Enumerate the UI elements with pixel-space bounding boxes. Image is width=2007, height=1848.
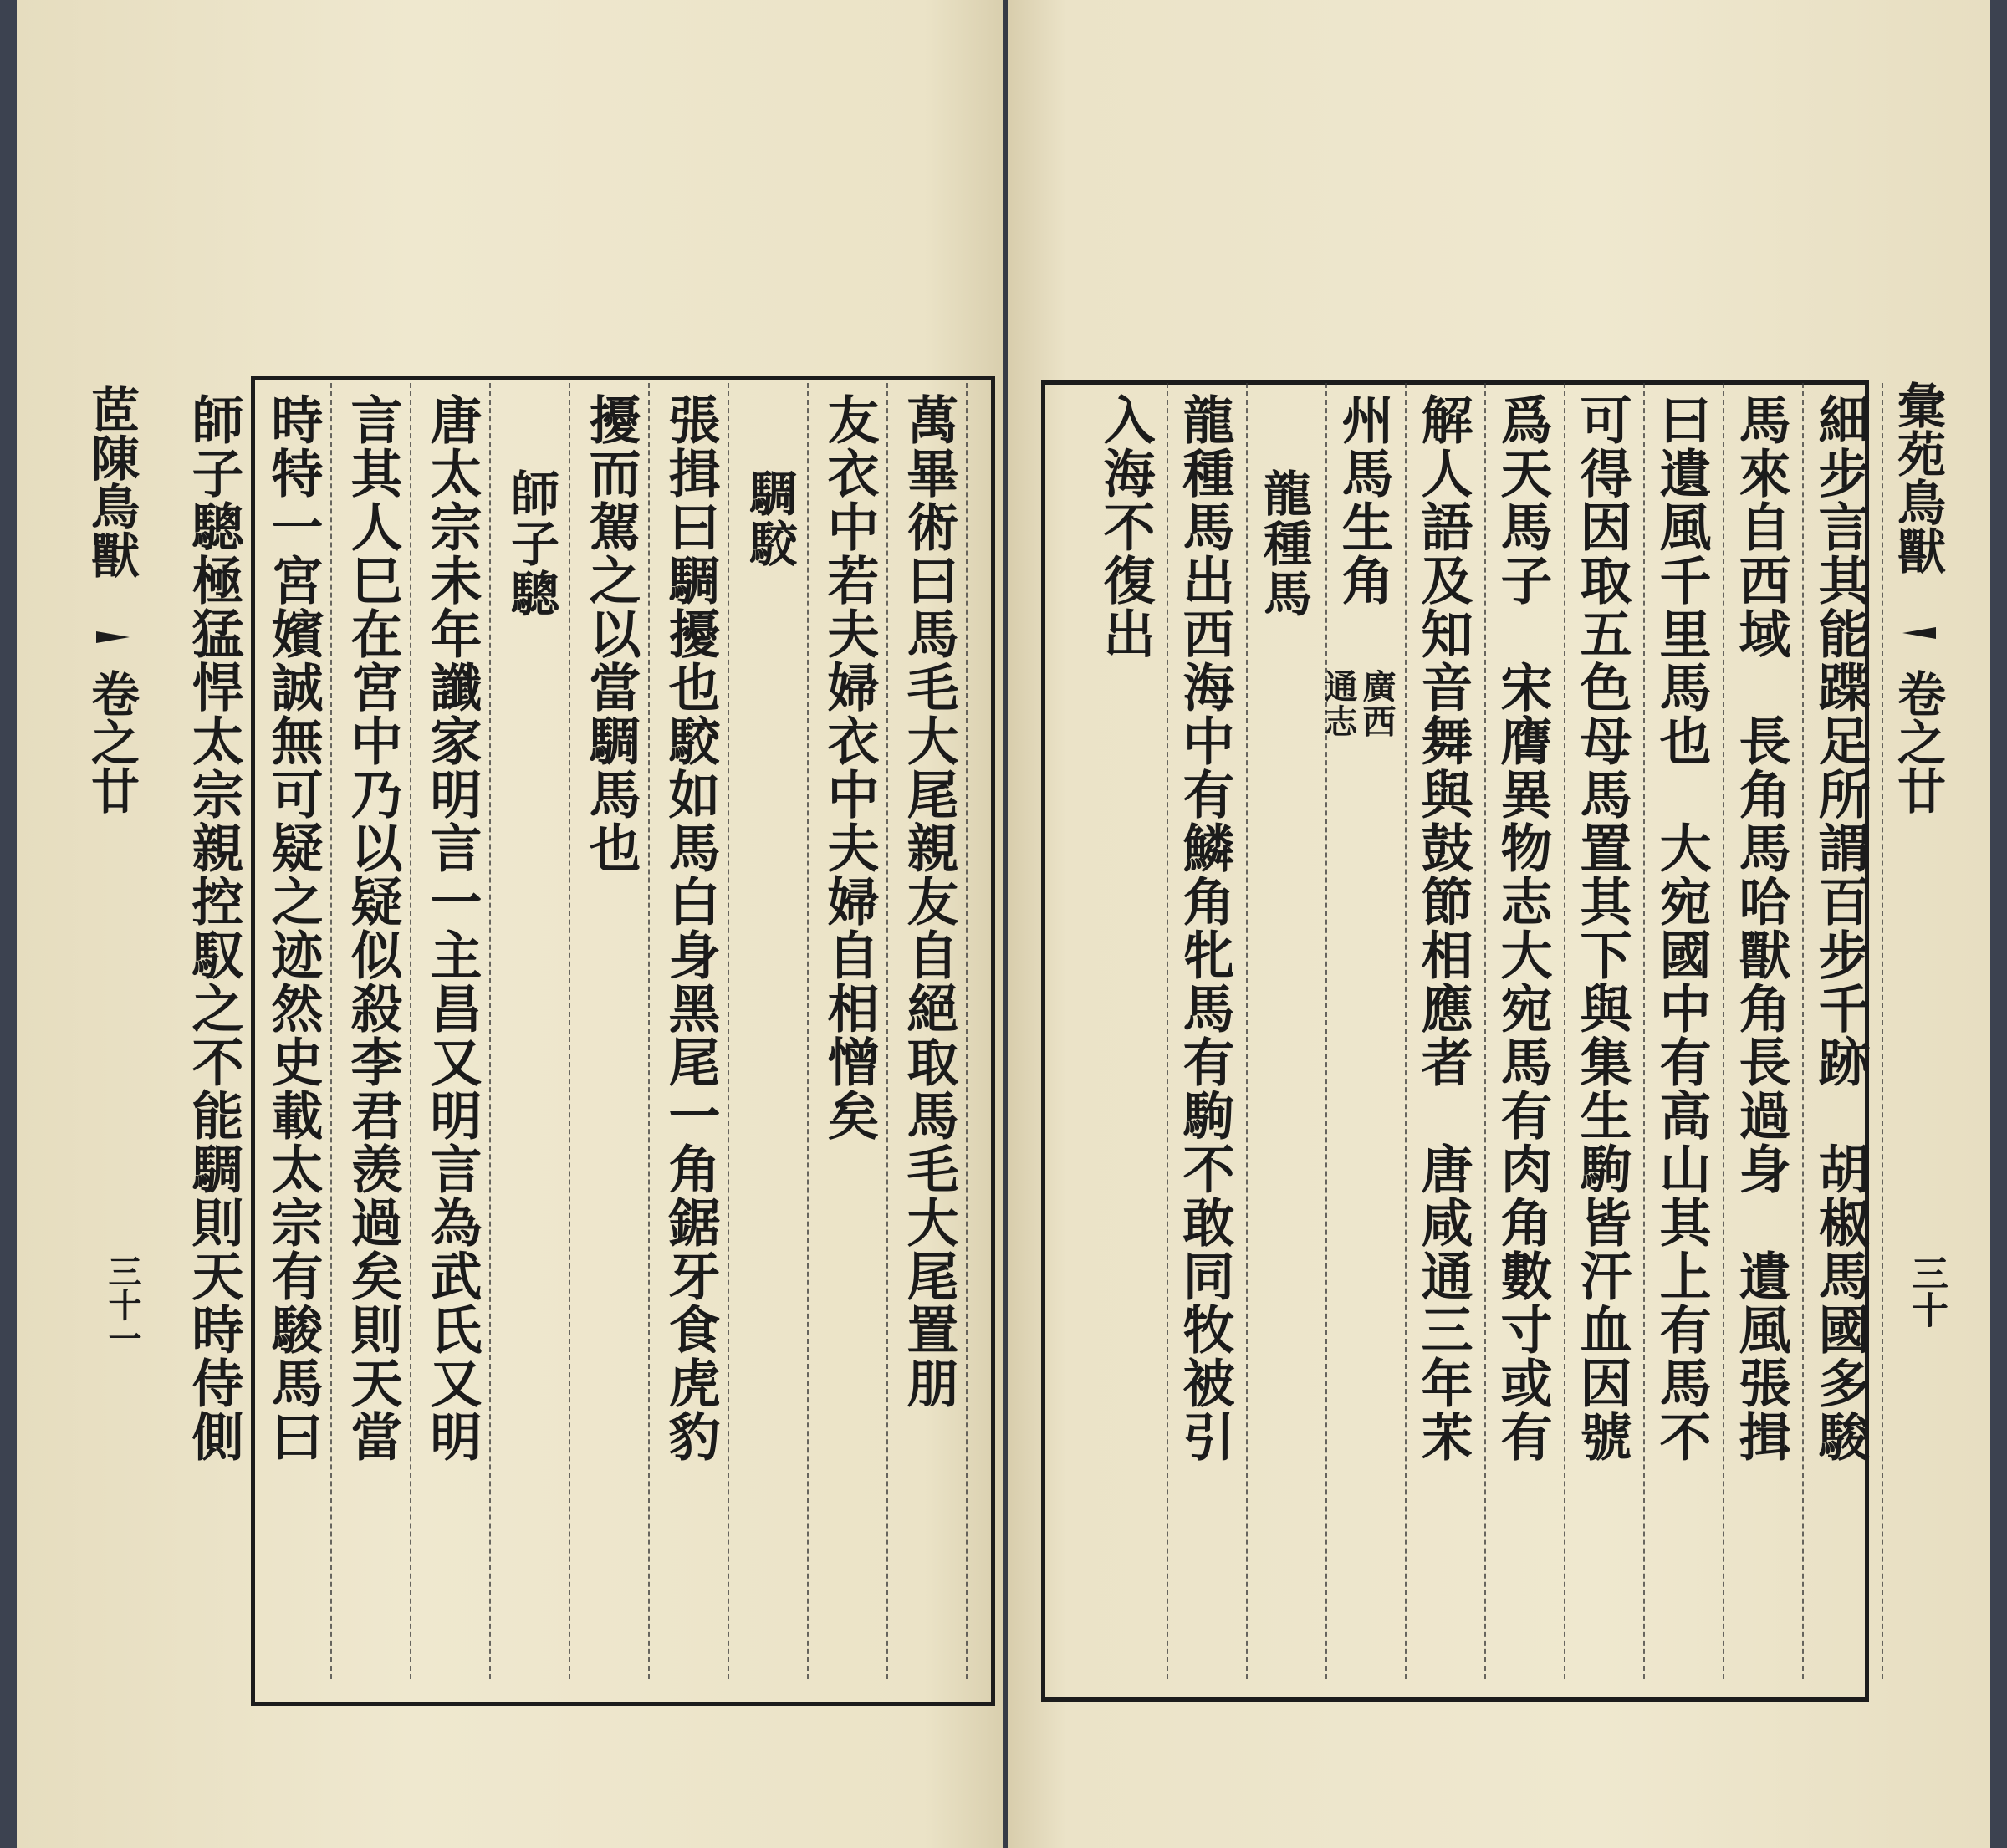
- text-column: 張揖曰騆擾也駮如馬白身黑尾一角鋸牙食虎豹: [660, 393, 721, 1463]
- text-column: 唐太宗未年讖家明言一主昌又明言為武氏又明: [421, 393, 483, 1463]
- column-rule: [648, 383, 650, 1679]
- column-rule: [966, 383, 968, 1679]
- spine-volume: 卷之廿: [83, 669, 140, 814]
- column-rule: [1802, 383, 1804, 1679]
- column-rule: [1405, 383, 1407, 1679]
- text-column: 言其人巳在宮中乃以疑似殺李君羡過矣則天當: [342, 393, 403, 1463]
- column-rule: [569, 383, 570, 1679]
- text-column: 曰遺風千里馬也 大宛國中有高山其上有馬不: [1651, 393, 1712, 1463]
- column-rule: [807, 383, 809, 1679]
- entry-heading: 騆駮: [741, 468, 798, 569]
- column-rule: [1167, 383, 1168, 1679]
- text-column: 州馬生角: [1333, 393, 1394, 607]
- column-rule: [1564, 383, 1565, 1679]
- annotation-note: 廣西: [1357, 669, 1397, 739]
- column-rule: [728, 383, 729, 1679]
- text-column: 友衣中若夫婦衣中夫婦自相憎矣: [819, 393, 880, 1142]
- entry-heading: 師子驄: [503, 468, 559, 619]
- fold-mark: [1902, 627, 1936, 639]
- text-column: 解人語及知音舞與鼓節相應者 唐咸通三年㭉: [1412, 393, 1473, 1463]
- spine-volume: 卷之廿: [1889, 669, 1946, 814]
- text-column: 細步言其能蹀足所謂百步千跡 胡椒馬國多駿: [1810, 393, 1871, 1463]
- text-column: 時特一宮嬪誠無可疑之迹然史載太宗有駿馬曰: [263, 393, 324, 1463]
- text-column: 龍種馬出西海中有鱗角牝馬有駒不敢同牧被引: [1174, 393, 1235, 1463]
- column-rule: [330, 383, 332, 1679]
- column-rule: [1882, 383, 1883, 1679]
- column-rule: [489, 383, 491, 1679]
- fold-mark: [96, 631, 130, 643]
- entry-heading: 龍種馬: [1255, 468, 1312, 619]
- text-column: 可得因取五色母馬置其下與集生駒皆汗血因號: [1571, 393, 1632, 1463]
- spine-title: 彙苑鳥獸: [1889, 380, 1946, 574]
- column-rule: [1246, 383, 1248, 1679]
- column-rule: [1325, 383, 1327, 1679]
- annotation-note: 通志: [1319, 669, 1358, 739]
- left-page: [17, 0, 1004, 1848]
- text-column: 爲天馬子 宋膺異物志大宛馬有肉角數寸或有: [1492, 393, 1553, 1463]
- text-column: 萬畢術曰馬毛大尾親友自絕取馬毛大尾置朋: [898, 393, 959, 1410]
- right-page: [1008, 0, 1990, 1848]
- spine-folio: 三十一: [103, 1254, 142, 1355]
- text-column: 馬來自西域 長角馬哈獸角長過身 遺風張揖: [1730, 393, 1791, 1463]
- spine-title: 茝陳鳥獸: [83, 385, 140, 579]
- text-column: 擾而駕之以當騆馬也: [580, 393, 641, 875]
- spine-folio: 三十: [1905, 1254, 1948, 1328]
- column-rule: [1484, 383, 1486, 1679]
- column-rule: [1643, 383, 1645, 1679]
- column-rule: [1723, 383, 1724, 1679]
- column-rule: [886, 383, 888, 1679]
- text-column: 入海不復出: [1095, 393, 1156, 661]
- text-column: 師子驄極猛悍太宗親控馭之不能騆則天時侍側: [183, 393, 244, 1463]
- column-rule: [410, 383, 411, 1679]
